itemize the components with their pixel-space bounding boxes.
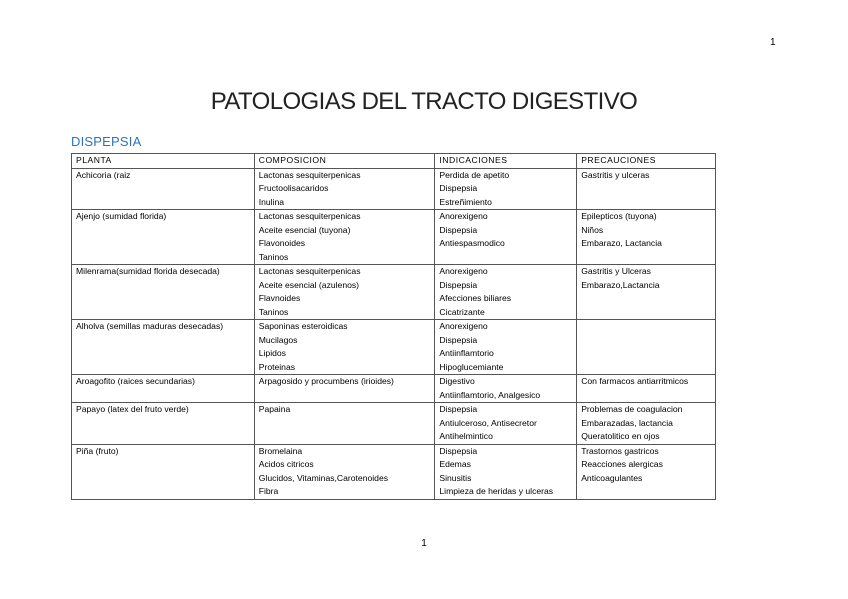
cell-line: Anorexigeno [439, 211, 488, 221]
cell-planta [72, 210, 255, 265]
cell-line: Epilepticos (tuyona) [581, 211, 657, 221]
cell-line: Sinusitis [439, 472, 472, 483]
cell-planta [72, 320, 255, 375]
table-body [72, 168, 716, 499]
cell-indicaciones [435, 265, 577, 320]
cell-precauciones [577, 265, 716, 320]
cell-line: Anticoagulantes [581, 472, 643, 483]
cell-line: Cicatrizante [439, 306, 485, 317]
cell-line: Fibra [258, 486, 279, 496]
cell-line: Perdida de apetito [439, 169, 510, 180]
cell-indicaciones [435, 210, 577, 265]
cell-line: Limpieza de heridas y ulceras [439, 486, 554, 496]
cell-line: Arpagosido y procumbens (irioides) [258, 376, 394, 386]
cell-line: Glucidos, Vitaminas,Carotenoides [258, 472, 389, 483]
cell-line: Papayo (latex del fruto verde) [76, 404, 189, 414]
table-header-row [72, 154, 716, 169]
cell-line: Dispepsia [439, 334, 478, 345]
plants-table [71, 153, 716, 500]
cell-line: Papaina [258, 404, 291, 414]
cell-planta [72, 444, 255, 499]
page-title: PATOLOGIAS DEL TRACTO DIGESTIVO [210, 88, 638, 115]
cell-line: Lactonas sesquiterpenicas [258, 211, 361, 221]
cell-line: Dispepsia [439, 404, 478, 414]
cell-line: Lactonas sesquiterpenicas [258, 266, 361, 276]
cell-line: Inulina [258, 196, 285, 207]
cell-precauciones [577, 320, 716, 375]
cell-line: Taninos [258, 251, 289, 262]
cell-composicion [254, 210, 435, 265]
cell-line: Antiinflamtorio, Analgesico [439, 389, 541, 400]
cell-line: Embarazadas, lactancia [581, 417, 673, 428]
cell-line: Dispepsia [439, 445, 478, 456]
cell-line: Trastornos gastricos [581, 445, 659, 456]
cell-line: Anorexigeno [439, 321, 488, 331]
cell-precauciones [577, 210, 716, 265]
cell-line: Mucilagos [258, 334, 298, 345]
cell-line: Hipoglucemiante [439, 361, 504, 372]
cell-line: Taninos [258, 306, 289, 317]
cell-line: Embarazo,Lactancia [581, 279, 660, 290]
cell-line: Niños [581, 224, 604, 235]
table-row [72, 444, 716, 499]
table-row [72, 265, 716, 320]
cell-line: Lactonas sesquiterpenicas [258, 169, 361, 180]
cell-line: Flavonoides [258, 238, 306, 248]
header-planta: PLANTA [72, 154, 255, 169]
cell-line: Queratolitico en ojos [581, 431, 660, 441]
cell-indicaciones [435, 320, 577, 375]
cell-line: Anorexigeno [439, 266, 488, 276]
cell-composicion [254, 403, 435, 445]
cell-line: Antiespasmodico [439, 238, 505, 248]
cell-line: Con farmacos antiarritmicos [581, 376, 689, 386]
table-row [72, 168, 716, 210]
cell-line: Antiinflamtorio [439, 348, 494, 358]
cell-planta [72, 375, 255, 403]
cell-line: Gastritis y ulceras [581, 169, 650, 180]
section-heading: DISPEPSIA [71, 134, 142, 149]
table-row [72, 210, 716, 265]
cell-line: Lipidos [258, 348, 286, 358]
cell-precauciones [577, 444, 716, 499]
cell-line: Flavnoides [258, 293, 301, 303]
cell-line: Proteinas [258, 361, 296, 372]
cell-line: Aceite esencial (tuyona) [258, 224, 351, 235]
cell-line: Estreñimiento [439, 196, 492, 207]
cell-line: Aroagofito (raices secundarias) [76, 376, 195, 386]
table-row [72, 403, 716, 445]
cell-line: Reacciones alergicas [581, 459, 663, 469]
cell-indicaciones [435, 168, 577, 210]
cell-line: Antihelmintico [439, 431, 493, 441]
cell-composicion [254, 444, 435, 499]
cell-line: Achicoria (raiz [76, 169, 131, 180]
cell-line: Fructoolisacaridos [258, 183, 329, 193]
cell-line: Ajenjo (sumidad florida) [76, 211, 167, 221]
cell-planta [72, 168, 255, 210]
cell-composicion [254, 168, 435, 210]
cell-indicaciones [435, 444, 577, 499]
cell-line: Gastritis y Ulceras [581, 266, 651, 276]
cell-line: Dispepsia [439, 224, 478, 235]
header-precauciones: PRECAUCIONES [577, 154, 716, 169]
cell-line: Bromelaina [258, 445, 303, 456]
cell-line: Milenrama(sumidad florida desecada) [76, 266, 220, 276]
table-row [72, 375, 716, 403]
cell-indicaciones [435, 403, 577, 445]
cell-line: Alholva (semillas maduras desecadas) [76, 321, 224, 331]
cell-planta [72, 403, 255, 445]
page-number-bottom: 1 [421, 538, 427, 549]
page-number-top: 1 [770, 37, 776, 48]
table-row [72, 320, 716, 375]
cell-line: Dispepsia [439, 183, 478, 193]
cell-line: Acidos citricos [258, 459, 314, 469]
cell-line: Embarazo, Lactancia [581, 238, 662, 248]
cell-composicion [254, 265, 435, 320]
cell-line: Digestivo [439, 376, 475, 386]
cell-composicion [254, 375, 435, 403]
cell-line: Dispepsia [439, 279, 478, 290]
cell-line: Edemas [439, 459, 471, 469]
cell-planta [72, 265, 255, 320]
cell-line: Piña (fruto) [76, 445, 119, 456]
header-composicion: COMPOSICION [254, 154, 435, 169]
cell-precauciones [577, 403, 716, 445]
cell-precauciones [577, 168, 716, 210]
cell-line: Aceite esencial (azulenos) [258, 279, 360, 290]
cell-line: Problemas de coagulacion [581, 404, 683, 414]
cell-precauciones [577, 375, 716, 403]
header-indicaciones: INDICACIONES [435, 154, 577, 169]
cell-indicaciones [435, 375, 577, 403]
cell-composicion [254, 320, 435, 375]
cell-line: Saponinas esteroidicas [258, 321, 348, 331]
cell-line: Antiulceroso, Antisecretor [439, 417, 537, 428]
cell-line: Afecciones biliares [439, 293, 512, 303]
